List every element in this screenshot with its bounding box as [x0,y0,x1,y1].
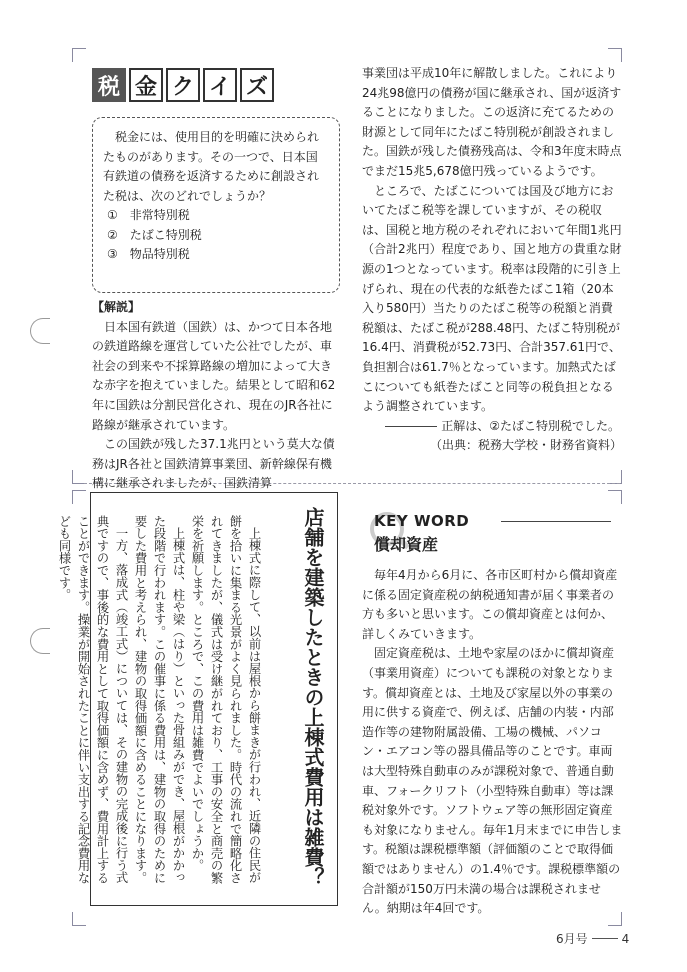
column-box [57,492,338,906]
explanation-paragraph: ところで、たばこについては国及び地方においてたばこ税等を課していますが、その税収は、国税と地方税のそれぞれにおいて年間1兆円（合計2兆円）程度であり、国と地方の貴重な財源の1つとなっています。税率は段階的に引き上げられ、現在の代表的な紙巻たばこ1箱（20本入り580円）当たりのたばこ税等の税額と消費税額は、たばこ税が288.48円、たばこ特別税が16.4円、消費税が52.73円、合計357.61円で、負担割合は61.7％となっています。加熱式たばこについても紙巻たばこと同等の税負担となるよう調整されています。 [362,183,622,414]
quiz-title-char: イ [203,68,237,102]
quiz-answer-text: 正解は、②たばこ特別税でした。 [441,418,620,433]
quiz-title [92,68,274,102]
column-title: 店舗を建築したときの上棟式費用は雑費？ [301,507,325,887]
page-number: 4 [621,931,630,946]
keyword-rule [501,521,611,522]
binder-hole-top [30,318,50,344]
corner-mark-mid-right [608,470,622,484]
corner-mark-lower-left [72,490,86,504]
column-body [54,515,263,893]
quiz-title-char: 金 [129,68,163,102]
explanation-paragraph: 日本国有鉄道（国鉄）は、かつて日本各地の鉄道路線を運営していた公社でしたが、車社会の到来や不採算路線の増加によって大きな赤字を抱えていました。結果として昭和62年に国鉄は分割民営化され、現在のJR各社に路線が継承されています。 [92,319,336,432]
quiz-option: ③ 物品特別税 [107,247,190,261]
quiz-title-char: ク [166,68,200,102]
column-paragraph: 上棟式に際して、以前は屋根から餅まきが行われ、近隣の住民が餅を拾いに集まる光景がよく見られました。時代の流れで簡略化されてきましたが、儀式は受け継がれており、工事の安全と商売の繁栄を祈願します。ところで、この費用は雑費でよいでしょうか。 [190,515,261,884]
answer-rule [385,426,437,427]
corner-mark-lower-right [608,490,622,504]
quiz-question: 税金には、使用目的を明確に決められたものがあります。その一つで、日本国有鉄道の債務を返済するために創設された税は、次のどれでしょうか？ [103,130,320,203]
explanation-section [92,298,342,494]
quiz-title-char: 税 [92,68,126,102]
keyword-title: 償却資産 [374,535,439,554]
explanation-paragraph: 事業団は平成10年に解散しました。これにより24兆98億円の債務が国に継承され、国が返済することになりました。この返済に充てるための財源として同年にたばこ特別税が創設されました。国鉄が残した債務残高は、令和3年度末時点でまだ15兆5,678億円残っているようです。 [362,66,622,178]
issue-label: 6月号 [556,932,588,946]
keyword-paragraph: 毎年4月から6月に、各市区町村から償却資産に係る固定資産税の納税通知書が届く事業者の方も多いと思います。この償却資産とは何か、詳しくみていきます。 [362,568,618,641]
corner-mark-mid-left [72,470,86,484]
keyword-body [362,566,624,919]
quiz-option: ① 非常特別税 [107,208,190,222]
footer-rule [592,938,618,939]
binder-hole-bottom [30,628,50,654]
corner-mark-bottom-left [72,912,86,926]
quiz-title-char: ズ [240,68,274,102]
source-note: （出典：税務大学校・財務省資料） [429,438,622,453]
column-paragraph: 上棟式は、柱や梁（はり）といった骨組みができ、屋根がかかった段階で行われます。この催事に係る費用は、建物の取得のために要した費用と考えられ、建物の取得価額に含めることになります。 [133,515,185,884]
page-footer [556,930,629,947]
explanation-paragraph: この国鉄が残した37.1兆円という莫大な債務はJR各社と国鉄清算事業団、新幹線保有機構に継承されましたが、国鉄清算 [92,437,335,491]
quiz-option: ② たばこ特別税 [107,227,202,242]
keyword-header [366,510,626,560]
quiz-answer [362,417,622,437]
corner-mark-top-right [608,48,622,62]
keyword-paragraph: 固定資産税は、土地や家屋のほかに償却資産（事業用資産）についても課税の対象となります。償却資産とは、土地及び家屋以外の事業の用に供する資産で、例えば、店舗の内装・内部造作等の建物附属設備、工場の機械、パソコン・エアコン等の器具備品等のことです。車両は大型特殊自動車のみが課税対象で、普通自動車、フォークリフト（小型特殊自動車）等は課税対象外です。ソフトウェア等の無形固定資産も対象になりません。毎年1月末までに申告します。税額は課税標準額（評価額のことで取得価額ではありません）の1.4％です。課税標準額の合計額が150万円未満の場合は課税されません。納期は年4回です。 [362,646,623,916]
corner-mark-top-left [72,48,86,62]
column-paragraph: 一方、落成式（竣工式）については、その建物の完成後に行う式典ですので、事後的な費用として取得価額に含めず、費用計上することができます。操業が開始されたことに伴い支出する記念費用なども同様です。 [57,515,128,884]
keyword-label: KEY WORD [374,512,470,530]
quiz-question-box [92,117,340,293]
explanation-heading: 【解説】 [92,300,141,314]
explanation-continued [362,64,622,456]
